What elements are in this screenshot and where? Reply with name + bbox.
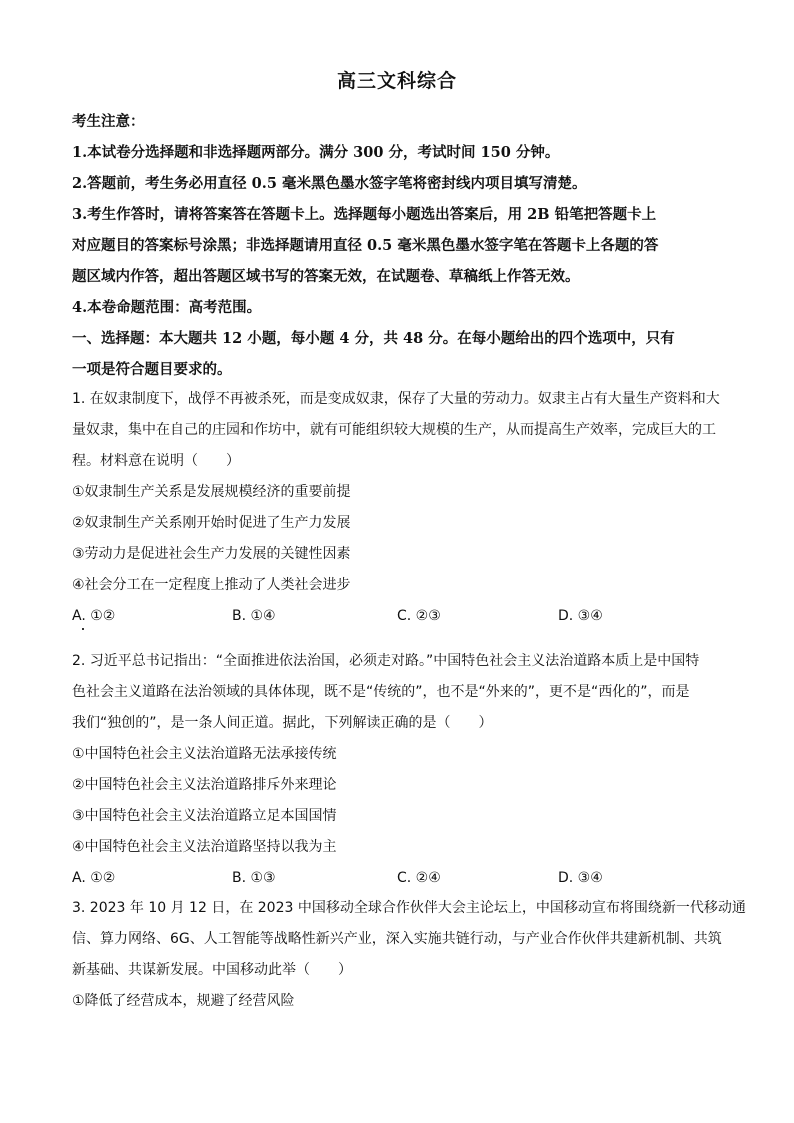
stray-dot-mark [82, 628, 84, 630]
question-3-stem-line-2: 信、算力网络、6G、人工智能等战略性新兴产业，深入实施共链行动，与产业合作伙伴共建新机制、共筑 [72, 931, 722, 947]
question-2-options [72, 863, 732, 894]
question-2-stem-line-1: 2. 习近平总书记指出：“全面推进依法治国，必须走对路。”中国特色社会主义法治道路本质上是中国特 [72, 653, 700, 669]
question-2-statement-1: ①中国特色社会主义法治道路无法承接传统 [72, 746, 337, 762]
question-1-stem-line-2: 量奴隶，集中在自己的庄园和作坊中，就有可能组织较大规模的生产，从而提高生产效率，完成巨大的工 [72, 422, 716, 438]
question-1-statement-1: ①奴隶制生产关系是发展规模经济的重要前提 [72, 484, 351, 500]
section-heading-line-2: 一项是符合题目要求的。 [72, 361, 232, 378]
question-1-statement-4: ④社会分工在一定程度上推动了人类社会进步 [72, 577, 351, 593]
notice-block [72, 106, 732, 385]
question-3-stem-line-3: 新基础、共谋新发展。中国移动此举（ ） [72, 962, 352, 978]
notice-item-2: 2.答题前，考生务必用直径 0.5 毫米黑色墨水签字笔将密封线内项目填写清楚。 [72, 175, 587, 192]
question-2-option-a: A. ①② [72, 870, 116, 886]
notice-item-1: 1.本试卷分选择题和非选择题两部分。满分 300 分，考试时间 150 分钟。 [72, 144, 560, 161]
notice-item-4: 4.本卷命题范围：高考范围。 [72, 299, 262, 316]
question-2-statement-3: ③中国特色社会主义法治道路立足本国国情 [72, 808, 337, 824]
question-1 [72, 384, 732, 632]
question-1-stem-line-3: 程。材料意在说明（ ） [72, 453, 240, 469]
question-2-stem-line-3: 我们“独创的”，是一条人间正道。据此，下列解读正确的是（ ） [72, 715, 493, 731]
question-2-option-c: C. ②④ [397, 870, 441, 886]
question-2 [72, 646, 732, 894]
question-3-statement-1: ①降低了经营成本，规避了经营风险 [72, 993, 295, 1009]
question-3-stem-line-1: 3. 2023 年 10 月 12 日，在 2023 中国移动全球合作伙伴大会主论坛上，中国移动宣布将围绕新一代移动通 [72, 900, 746, 916]
question-2-stem-line-2: 色社会主义道路在法治领域的具体体现，既不是“传统的”，也不是“外来的”，更不是“西化的”，而是 [72, 684, 690, 700]
page-title: 高三文科综合 [336, 70, 457, 92]
section-heading-line-1: 一、选择题：本大题共 12 小题，每小题 4 分，共 48 分。在每小题给出的四个选项中，只有 [72, 330, 675, 347]
question-1-stem-line-1: 1. 在奴隶制度下，战俘不再被杀死，而是变成奴隶，保存了大量的劳动力。奴隶主占有大量生产资料和大 [72, 391, 720, 407]
question-1-option-d: D. ③④ [558, 608, 603, 624]
notice-heading: 考生注意： [72, 113, 145, 130]
notice-item-3-line-3: 题区域内作答，超出答题区域书写的答案无效，在试题卷、草稿纸上作答无效。 [72, 268, 580, 285]
question-1-option-b: B. ①④ [232, 608, 276, 624]
question-1-statement-2: ②奴隶制生产关系刚开始时促进了生产力发展 [72, 515, 351, 531]
question-1-option-a: A. ①② [72, 608, 116, 624]
question-1-option-c: C. ②③ [397, 608, 441, 624]
question-2-statement-4: ④中国特色社会主义法治道路坚持以我为主 [72, 839, 337, 855]
question-2-option-d: D. ③④ [558, 870, 603, 886]
notice-item-3-line-2: 对应题目的答案标号涂黑；非选择题请用直径 0.5 毫米黑色墨水签字笔在答题卡上各题的答 [72, 237, 659, 254]
question-1-options [72, 601, 732, 632]
question-1-statement-3: ③劳动力是促进社会生产力发展的关键性因素 [72, 546, 351, 562]
question-2-statement-2: ②中国特色社会主义法治道路排斥外来理论 [72, 777, 337, 793]
question-3 [72, 893, 746, 1017]
question-2-option-b: B. ①③ [232, 870, 276, 886]
notice-item-3-line-1: 3.考生作答时，请将答案答在答题卡上。选择题每小题选出答案后，用 2B 铅笔把答题卡上 [72, 206, 657, 223]
